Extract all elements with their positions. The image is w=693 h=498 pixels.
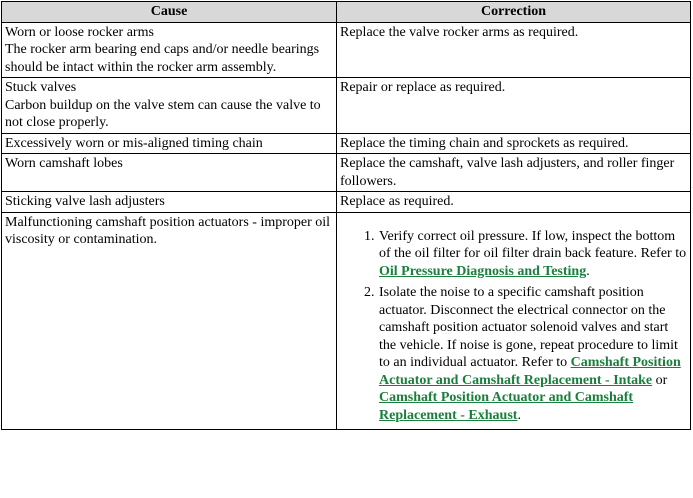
cause-title: Worn or loose rocker arms: [5, 24, 154, 40]
cause-title: Stuck valves: [5, 80, 77, 95]
cause-cell: Sticking valve lash adjusters: [2, 192, 337, 213]
correction-cell: [337, 212, 691, 430]
step-item: [378, 284, 687, 424]
cause-cell: Malfunctioning camshaft position actuators - improper oil viscosity or contamination.: [2, 212, 337, 430]
link-oil-pressure-diagnosis[interactable]: Oil Pressure Diagnosis and Testing: [379, 263, 587, 279]
step-text: Isolate the noise to a specific camshaft position actuator. Disconnect the electrical connector on the camshaft position actuator solenoid valves and start the vehicle. If noise is gone, repeat procedure to limit to an individual actuator. Refer to: [379, 285, 678, 370]
table-row: [2, 22, 691, 78]
correction-cell: Replace the camshaft, valve lash adjusters, and roller finger followers.: [337, 154, 691, 192]
cause-header: Cause: [2, 2, 337, 23]
table-row: [2, 133, 691, 154]
header-row: [2, 2, 691, 23]
correction-cell: Replace the timing chain and sprockets as required.: [337, 133, 691, 154]
correction-steps: [340, 228, 687, 425]
correction-cell: Replace the valve rocker arms as required.: [337, 22, 691, 78]
step-item: [378, 228, 687, 281]
step-end: .: [586, 263, 590, 279]
link-actuator-replacement-intake[interactable]: Camshaft Position Actuator and Camshaft Replacement - Intake: [379, 355, 681, 388]
cause-detail: Carbon buildup on the valve stem can cause the valve to not close properly.: [5, 97, 321, 130]
correction-header: Correction: [337, 2, 691, 23]
link-actuator-replacement-exhaust[interactable]: Camshaft Position Actuator and Camshaft Replacement - Exhaust: [379, 390, 634, 423]
step-text: Verify correct oil pressure. If low, inspect the bottom of the oil filter for oil filter drain back feature. Refer to: [379, 228, 687, 261]
table-row: [2, 192, 691, 213]
table-row: [2, 154, 691, 192]
cause-cell: Excessively worn or mis-aligned timing chain: [2, 133, 337, 154]
cause-detail: The rocker arm bearing end caps and/or needle bearings should be intact within the rocker arm assembly.: [5, 42, 320, 75]
correction-cell: Replace as required.: [337, 192, 691, 213]
cause-cell: Worn camshaft lobes: [2, 154, 337, 192]
step-middle: or: [652, 372, 668, 388]
table-row: [2, 78, 691, 134]
correction-cell: Repair or replace as required.: [337, 78, 691, 134]
diagnostic-table: [1, 1, 691, 430]
cause-cell: [2, 78, 337, 134]
table-row: [2, 212, 691, 430]
cause-cell: [2, 22, 337, 78]
step-end: .: [517, 407, 521, 423]
